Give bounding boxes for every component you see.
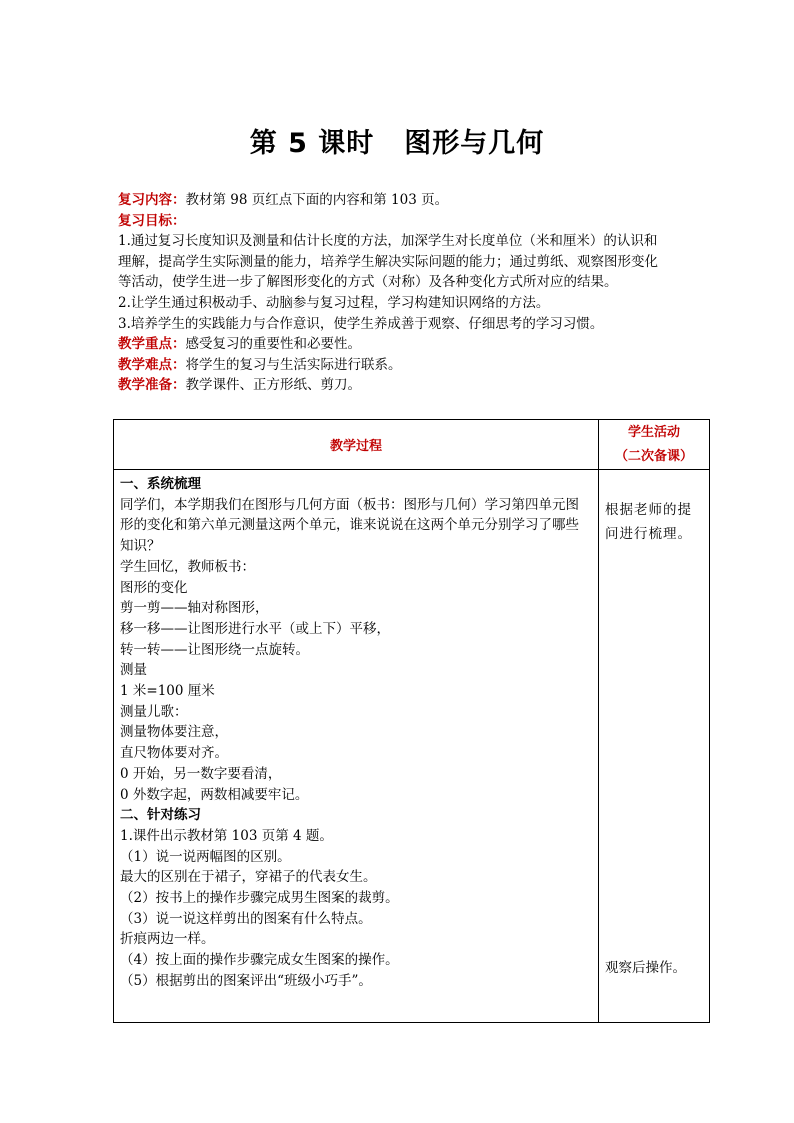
lesson-intro (118, 190, 688, 396)
process-line: 知识？ (120, 538, 161, 555)
section-title: 一、系统梳理 (120, 476, 201, 492)
goal-line: 等活动，使学生进一步了解图形变化的方式（对称）及各种变化方式所对应的结果。 (118, 274, 618, 291)
review-content: 复习内容：教材第 98 页红点下面的内容和第 103 页。 (118, 192, 449, 208)
goal-line: 理解，提高学生实际测量的能力，培养学生解决实际问题的能力；通过剪纸、观察图形变化 (118, 253, 658, 270)
header-student-activity: 学生活动 （二次备课） (599, 420, 710, 470)
teaching-difficulty: 教学难点：将学生的复习与生活实际进行联系。 (118, 356, 402, 373)
process-line: 测量物体要注意， (120, 724, 228, 741)
process-line: 折痕两边一样。 (120, 931, 215, 948)
process-line: 最大的区别在于裙子，穿裙子的代表女生。 (120, 869, 377, 886)
process-line: 图形的变化 (120, 579, 188, 596)
header-teaching-process: 教学过程 (114, 420, 599, 470)
process-line: 1.课件出示教材第 103 页第 4 题。 (120, 827, 333, 844)
review-goals-label: 复习目标： (118, 212, 186, 229)
process-line: （3）说一说这样剪出的图案有什么特点。 (120, 910, 372, 927)
process-line: （2）按书上的操作步骤完成男生图案的裁剪。 (120, 890, 399, 907)
process-line: 0 外数字起，两数相减要牢记。 (120, 786, 309, 803)
table-header-row (114, 420, 710, 470)
student-activity-cell (599, 470, 710, 1023)
lesson-table (113, 419, 710, 1023)
section-title: 二、针对练习 (120, 807, 201, 824)
process-line: 同学们，本学期我们在图形与几何方面（板书：图形与几何）学习第四单元图 (120, 496, 579, 513)
page-title (0, 124, 794, 164)
process-line: 直尺物体要对齐。 (120, 745, 228, 762)
process-line: 1 米=100 厘米 (120, 683, 215, 700)
process-line: （1）说一说两幅图的区别。 (120, 848, 291, 865)
process-line: 测量 (120, 662, 147, 679)
process-line: 形的变化和第六单元测量这两个单元，谁来说说在这两个单元分别学习了哪些 (120, 517, 579, 534)
activity-note: 根据老师的提问进行梳理。 (605, 502, 692, 542)
teaching-process-cell (114, 470, 599, 1023)
process-line: （4）按上面的操作步骤完成女生图案的操作。 (120, 952, 399, 969)
process-line: 剪一剪——轴对称图形， (120, 600, 269, 617)
process-line: 学生回忆，教师板书： (120, 558, 255, 575)
goal-line: 2.让学生通过积极动手、动脑参与复习过程，学习构建知识网络的方法。 (118, 294, 550, 311)
process-line: 转一转——让图形绕一点旋转。 (120, 641, 309, 658)
goal-line: 3.培养学生的实践能力与合作意识，使学生养成善于观察、仔细思考的学习习惯。 (118, 315, 604, 332)
process-line: 0 开始，另一数字要看清， (120, 765, 282, 782)
process-line: （5）根据剪出的图案评出“班级小巧手”。 (120, 972, 372, 989)
activity-note: 观察后操作。 (605, 960, 686, 976)
process-line: 测量儿歌： (120, 703, 188, 720)
teaching-key-point: 教学重点：感受复习的重要性和必要性。 (118, 336, 361, 353)
lesson-number: 第 5 课时 (249, 128, 375, 159)
lesson-topic: 图形与几何 (404, 128, 545, 159)
process-line: 移一移——让图形进行水平（或上下）平移， (120, 620, 390, 637)
table-body-row (114, 470, 710, 1023)
teaching-preparation: 教学准备：教学课件、正方形纸、剪刀。 (118, 377, 361, 394)
goal-line: 1.通过复习长度知识及测量和估计长度的方法，加深学生对长度单位（米和厘米）的认识和 (118, 233, 658, 250)
